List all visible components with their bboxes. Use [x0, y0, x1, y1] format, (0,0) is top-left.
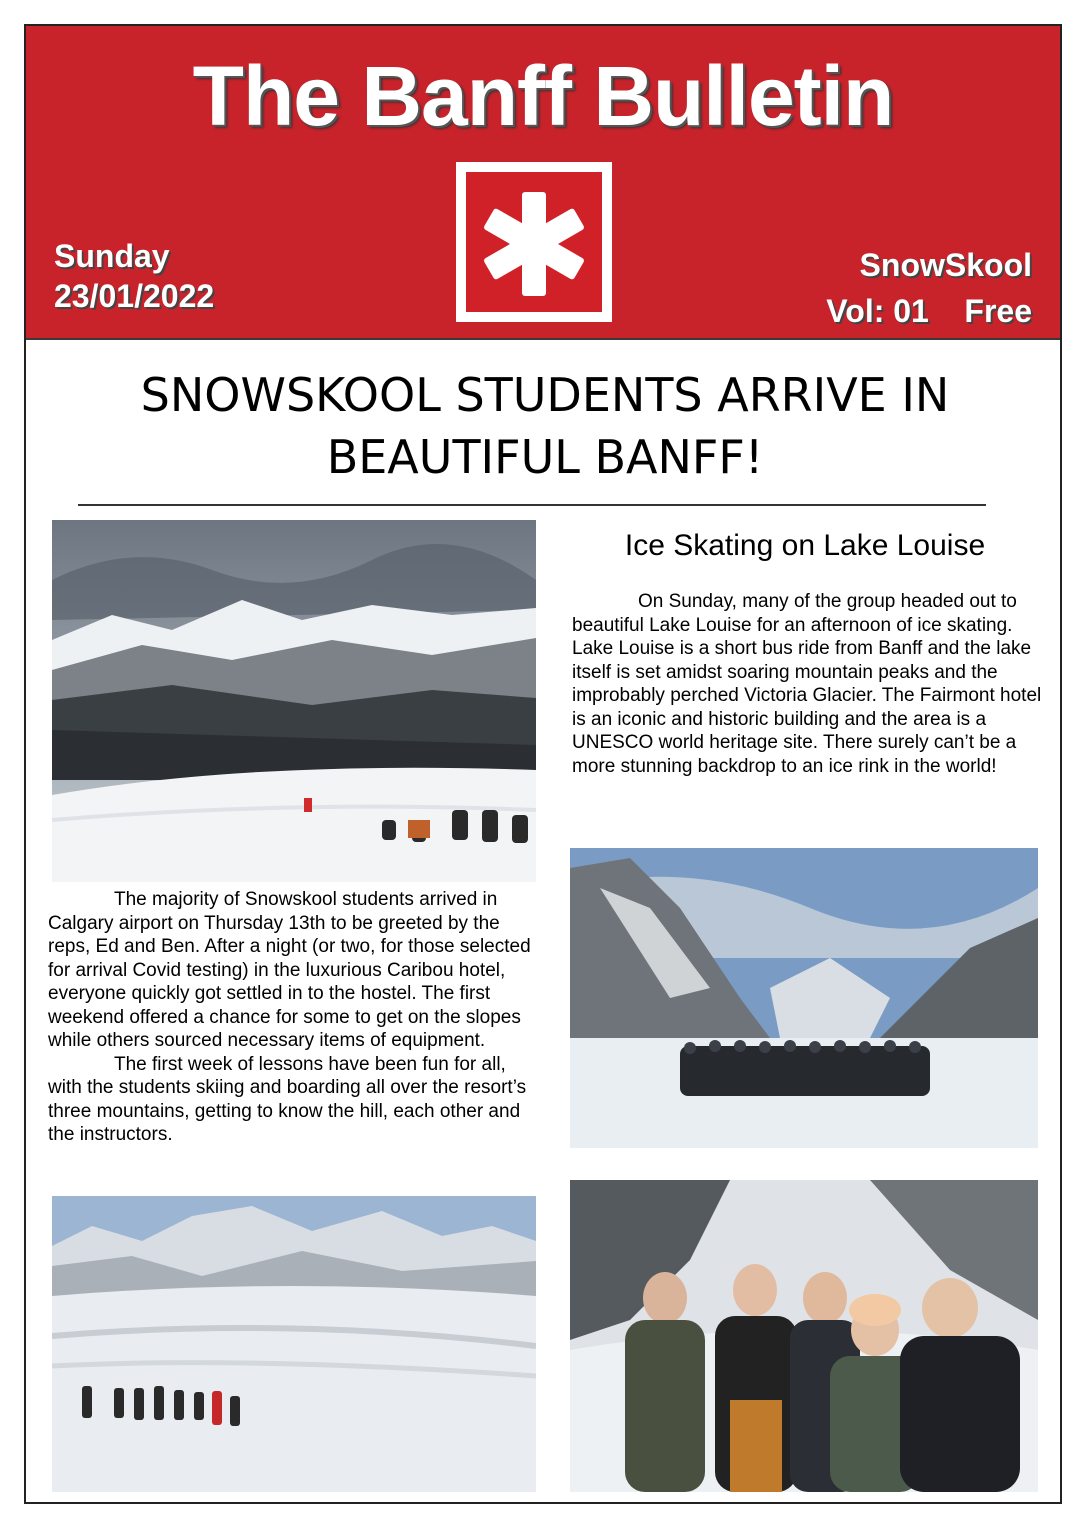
price-label: Free	[964, 293, 1032, 329]
main-headline: SNOWSKOOL STUDENTS ARRIVE IN BEAUTIFUL BANFF!	[140, 368, 950, 484]
headline-divider	[78, 504, 986, 506]
article-paragraph: The first week of lessons have been fun for all, with the students skiing and boarding all over the resort’s three mountains, getting to know the hill, each other and the instructors.	[48, 1053, 527, 1145]
volume-label: Vol: 01	[826, 293, 929, 329]
masthead	[26, 26, 1060, 340]
sidebar-heading: Ice Skating on Lake Louise	[624, 529, 986, 562]
issue-day: Sunday	[54, 238, 170, 274]
article-paragraph: The majority of Snowskool students arrived in Calgary airport on Thursday 13th to be greeted by the reps, Ed and Ben. After a night (or two, for those selected for arrival Covid testing) in the luxurious Caribou hotel, everyone quickly got settled in to the hostel. The first weekend offered a chance for some to get on the slopes while others sourced necessary items of equipment.	[48, 889, 531, 1051]
newsletter-title: The Banff Bulletin	[192, 49, 894, 143]
issue-date	[54, 236, 214, 316]
ski-slope-photo	[52, 520, 536, 882]
friends-portrait-photo	[570, 1180, 1038, 1492]
main-article-body	[48, 888, 538, 1147]
volume-price-line	[826, 288, 1032, 334]
sidebar-article-body	[572, 590, 1042, 778]
asterisk-icon	[466, 172, 602, 312]
brand-name: SnowSkool	[859, 247, 1032, 283]
newsletter-page	[24, 24, 1062, 1504]
snowskool-logo	[456, 162, 612, 322]
ski-group-photo	[52, 1196, 536, 1492]
sidebar-paragraph: On Sunday, many of the group headed out to beautiful Lake Louise for an afternoon of ice skating. Lake Louise is a short bus ride from Banff and the lake itself is set amidst soaring mountain peaks and the improbably perched Victoria Glacier. The Fairmont hotel is an iconic and historic building and the area is a UNESCO world heritage site. There surely can’t be a more stunning backdrop to an ice rink in the world!	[572, 591, 1042, 777]
issue-date-value: 23/01/2022	[54, 278, 215, 314]
lake-louise-group-photo	[570, 848, 1038, 1148]
issue-info	[826, 242, 1032, 334]
